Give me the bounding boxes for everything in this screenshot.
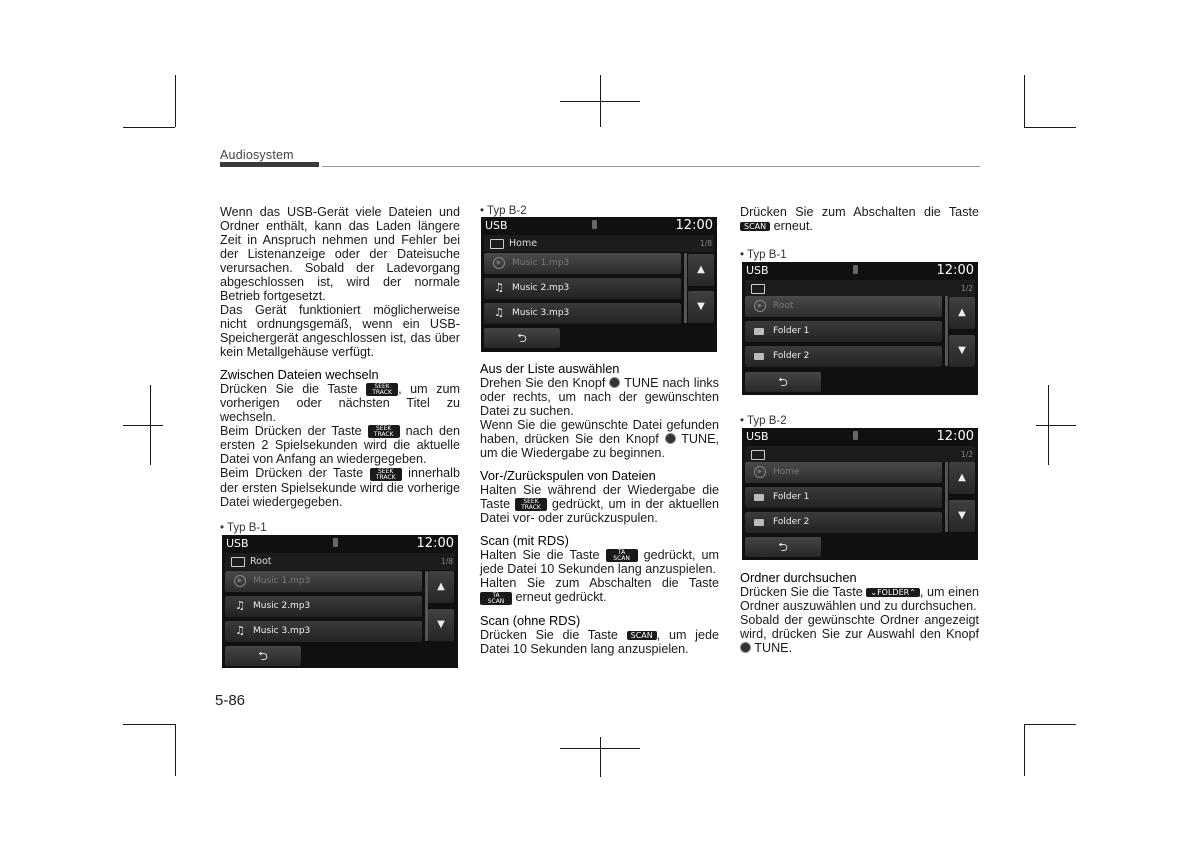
paragraph: Halten Sie die Taste TA SCAN gedrückt, um jede Datei 10 Sekunden lang anzuspielen.: [480, 548, 720, 577]
play-icon: ▶: [754, 466, 766, 478]
folder-icon: [231, 557, 245, 567]
scroll-up-button[interactable]: ▲: [949, 462, 975, 494]
folder-icon: [754, 519, 764, 526]
path-bar: [745, 280, 975, 297]
scan-key-icon: SCAN: [627, 631, 657, 640]
heading-scan-no-rds: Scan (ohne RDS): [480, 612, 581, 628]
scroll-down-button[interactable]: ▼: [949, 500, 975, 532]
clock: 12:00: [936, 429, 974, 444]
usb-screen-music-home: [481, 217, 717, 352]
section-title: Audiosystem: [220, 148, 294, 162]
scrollbar[interactable]: [945, 296, 948, 366]
usb-screen-folders-home: [742, 428, 978, 560]
music-note-icon: ♫: [494, 306, 504, 319]
registration-mark: [560, 101, 640, 102]
usb-screen-folders-root: [742, 262, 978, 395]
folder-icon: [754, 328, 764, 335]
crop-mark: [123, 724, 175, 725]
scroll-up-button[interactable]: ▲: [428, 571, 454, 603]
source-label: USB: [485, 219, 508, 232]
seek-track-key-icon: SEEK TRACK: [515, 498, 547, 511]
music-note-icon: ♫: [235, 624, 245, 637]
heading-scan-rds: Scan (mit RDS): [480, 533, 569, 549]
usb-icon: [853, 431, 858, 440]
scan-key-icon: SCAN: [740, 222, 770, 231]
folder-icon: [490, 239, 504, 249]
heading-browse-folders: Ordner durchsuchen: [740, 570, 857, 585]
seek-track-key-icon: SEEK TRACK: [366, 383, 398, 396]
type-label: • Typ B-1: [740, 249, 787, 261]
paragraph: Halten Sie während der Wiedergabe die Taste SEEK TRACK gedrückt, um in der aktuellen Datei vor- oder zurückzuspulen.: [480, 483, 720, 526]
list-item[interactable]: Folder 1: [745, 321, 942, 342]
paragraph: Beim Drücken der Taste SEEK TRACK innerhalb der ersten Spielsekunde wird die vorherige Datei wiedergegeben.: [220, 466, 460, 509]
list-item[interactable]: ▶ Home: [745, 462, 942, 483]
scrollbar[interactable]: [945, 462, 948, 532]
usb-icon: [592, 220, 597, 229]
heading-seek: Vor-/Zurückspulen von Dateien: [480, 468, 656, 483]
column-3-top: [740, 205, 979, 233]
paragraph: Drücken Sie die Taste SCAN , um jede Datei 10 Sekunden lang anzuspielen.: [480, 627, 719, 656]
scroll-up-button[interactable]: ▲: [949, 297, 975, 329]
type-label: • Typ B-2: [480, 205, 527, 217]
back-button[interactable]: ⮌: [745, 537, 821, 557]
warning-paragraph: Das Gerät funktioniert möglicherweise nicht ordnungsgemäß, wenn ein USB-Speichergerät angeschlossen ist, das über kein Metallgehäuse verfügt.: [220, 303, 460, 359]
scroll-down-button[interactable]: ▼: [688, 291, 714, 323]
play-icon: ▶: [234, 575, 246, 587]
paragraph: Halten Sie zum Abschalten die Taste TA SCAN erneut gedrückt.: [480, 576, 719, 605]
column-3-bottom: [740, 571, 979, 655]
music-note-icon: ♫: [235, 599, 245, 612]
usb-icon: [853, 265, 858, 274]
page-indicator: 1/8: [699, 239, 712, 248]
paragraph: Beim Drücken der Taste SEEK TRACK nach den ersten 2 Spielsekunden wird die aktuelle Datei von Anfang an wiedergegeben.: [220, 424, 460, 467]
seek-track-key-icon: SEEK TRACK: [368, 425, 400, 438]
tune-knob-icon: [609, 377, 620, 388]
list-item[interactable]: Folder 1: [745, 487, 942, 508]
back-button[interactable]: ⮌: [225, 646, 301, 666]
crop-mark: [1024, 724, 1025, 776]
list-item[interactable]: Folder 2: [745, 346, 942, 367]
usb-screen-music-root: [222, 535, 458, 668]
paragraph: Drücken Sie zum Abschalten die Taste SCAN erneut.: [740, 205, 979, 233]
registration-mark: [1036, 425, 1076, 426]
paragraph: Wenn Sie die gewünschte Datei gefunden haben, drücken Sie den Knopf TUNE, um die Wiedergabe zu beginnen.: [480, 418, 719, 460]
folder-icon: [754, 494, 764, 501]
crop-mark: [123, 127, 175, 128]
paragraph: Drücken Sie die Taste SEEK TRACK , um zum vorherigen oder nächsten Titel zu wechseln.: [220, 382, 460, 425]
folder-icon: [754, 353, 764, 360]
list-item[interactable]: Folder 2: [745, 512, 942, 533]
play-icon: ▶: [754, 300, 766, 312]
registration-mark: [560, 748, 640, 749]
list-item[interactable]: ♫ Music 3.mp3: [225, 621, 422, 642]
list-item[interactable]: ▶ Music 1.mp3: [225, 571, 422, 592]
paragraph: Drücken Sie die Taste ⌄FOLDER⌃ , um einen Ordner auszuwählen und zu durchsuchen.: [740, 585, 979, 613]
back-button[interactable]: ⮌: [484, 328, 560, 348]
list-item[interactable]: ♫ Music 2.mp3: [225, 596, 422, 617]
source-label: USB: [746, 264, 769, 277]
scroll-down-button[interactable]: ▼: [949, 335, 975, 367]
ta-scan-key-icon: TA SCAN: [480, 592, 512, 605]
intro-paragraph: Wenn das USB-Gerät viele Dateien und Ordner enthält, kann das Laden längere Zeit in Anspruch nehmen und Fehler bei der Listenanzeige oder der Dateisuche verursachen. Sobald der Ladevorgang abgeschlossen ist, wird der normale Betrieb fortgesetzt.: [220, 205, 460, 303]
back-button[interactable]: ⮌: [745, 372, 821, 392]
list-item[interactable]: ▶ Root: [745, 296, 942, 317]
type-label: • Typ B-1: [220, 522, 267, 534]
crop-mark: [175, 75, 176, 127]
crop-mark: [1024, 127, 1076, 128]
path-label: Root: [250, 556, 272, 567]
usb-icon: [333, 538, 338, 547]
crop-mark: [1024, 724, 1076, 725]
page-indicator: 1/2: [960, 284, 973, 293]
seek-track-key-icon: SEEK TRACK: [370, 468, 402, 481]
page-number: 5-86: [215, 692, 246, 709]
section-bar: [220, 162, 319, 167]
path-label: Home: [509, 238, 538, 249]
scroll-down-button[interactable]: ▼: [428, 609, 454, 641]
page-indicator: 1/2: [960, 450, 973, 459]
source-label: USB: [746, 430, 769, 443]
type-label: • Typ B-2: [740, 415, 787, 427]
list-item[interactable]: ♫ Music 3.mp3: [484, 303, 681, 324]
ta-scan-key-icon: TA SCAN: [606, 549, 638, 562]
page-indicator: 1/8: [440, 557, 453, 566]
music-note-icon: ♫: [494, 281, 504, 294]
source-label: USB: [226, 537, 249, 550]
clock: 12:00: [416, 536, 454, 551]
play-icon: ▶: [493, 257, 505, 269]
heading-select-from-list: Aus der Liste auswählen: [480, 361, 620, 376]
paragraph: Drehen Sie den Knopf TUNE nach links oder rechts, um nach der gewünschten Datei zu suchen.: [480, 376, 719, 418]
heading-switch-files: Zwischen Dateien wechseln: [220, 367, 379, 382]
path-bar: [484, 235, 714, 252]
tune-knob-icon: [665, 433, 676, 444]
list-item[interactable]: ▶ Music 1.mp3: [484, 253, 681, 274]
folder-icon: [751, 284, 765, 294]
paragraph: Sobald der gewünschte Ordner angezeigt wird, drücken Sie zur Auswahl den Knopf TUNE.: [740, 613, 979, 655]
scrollbar[interactable]: [684, 253, 687, 323]
list-item[interactable]: ♫ Music 2.mp3: [484, 278, 681, 299]
crop-mark: [1024, 75, 1025, 127]
path-bar: [745, 446, 975, 463]
registration-mark: [123, 425, 163, 426]
folder-key-icon: ⌄FOLDER⌃: [866, 588, 920, 597]
column-2: [480, 362, 719, 656]
column-1: [220, 205, 460, 509]
clock: 12:00: [675, 218, 713, 233]
crop-mark: [175, 724, 176, 776]
registration-mark: [600, 737, 601, 777]
section-rule: [322, 166, 980, 167]
clock: 12:00: [936, 263, 974, 278]
folder-icon: [751, 450, 765, 460]
path-bar: [225, 553, 455, 570]
tune-knob-icon: [740, 642, 751, 653]
scroll-up-button[interactable]: ▲: [688, 254, 714, 286]
